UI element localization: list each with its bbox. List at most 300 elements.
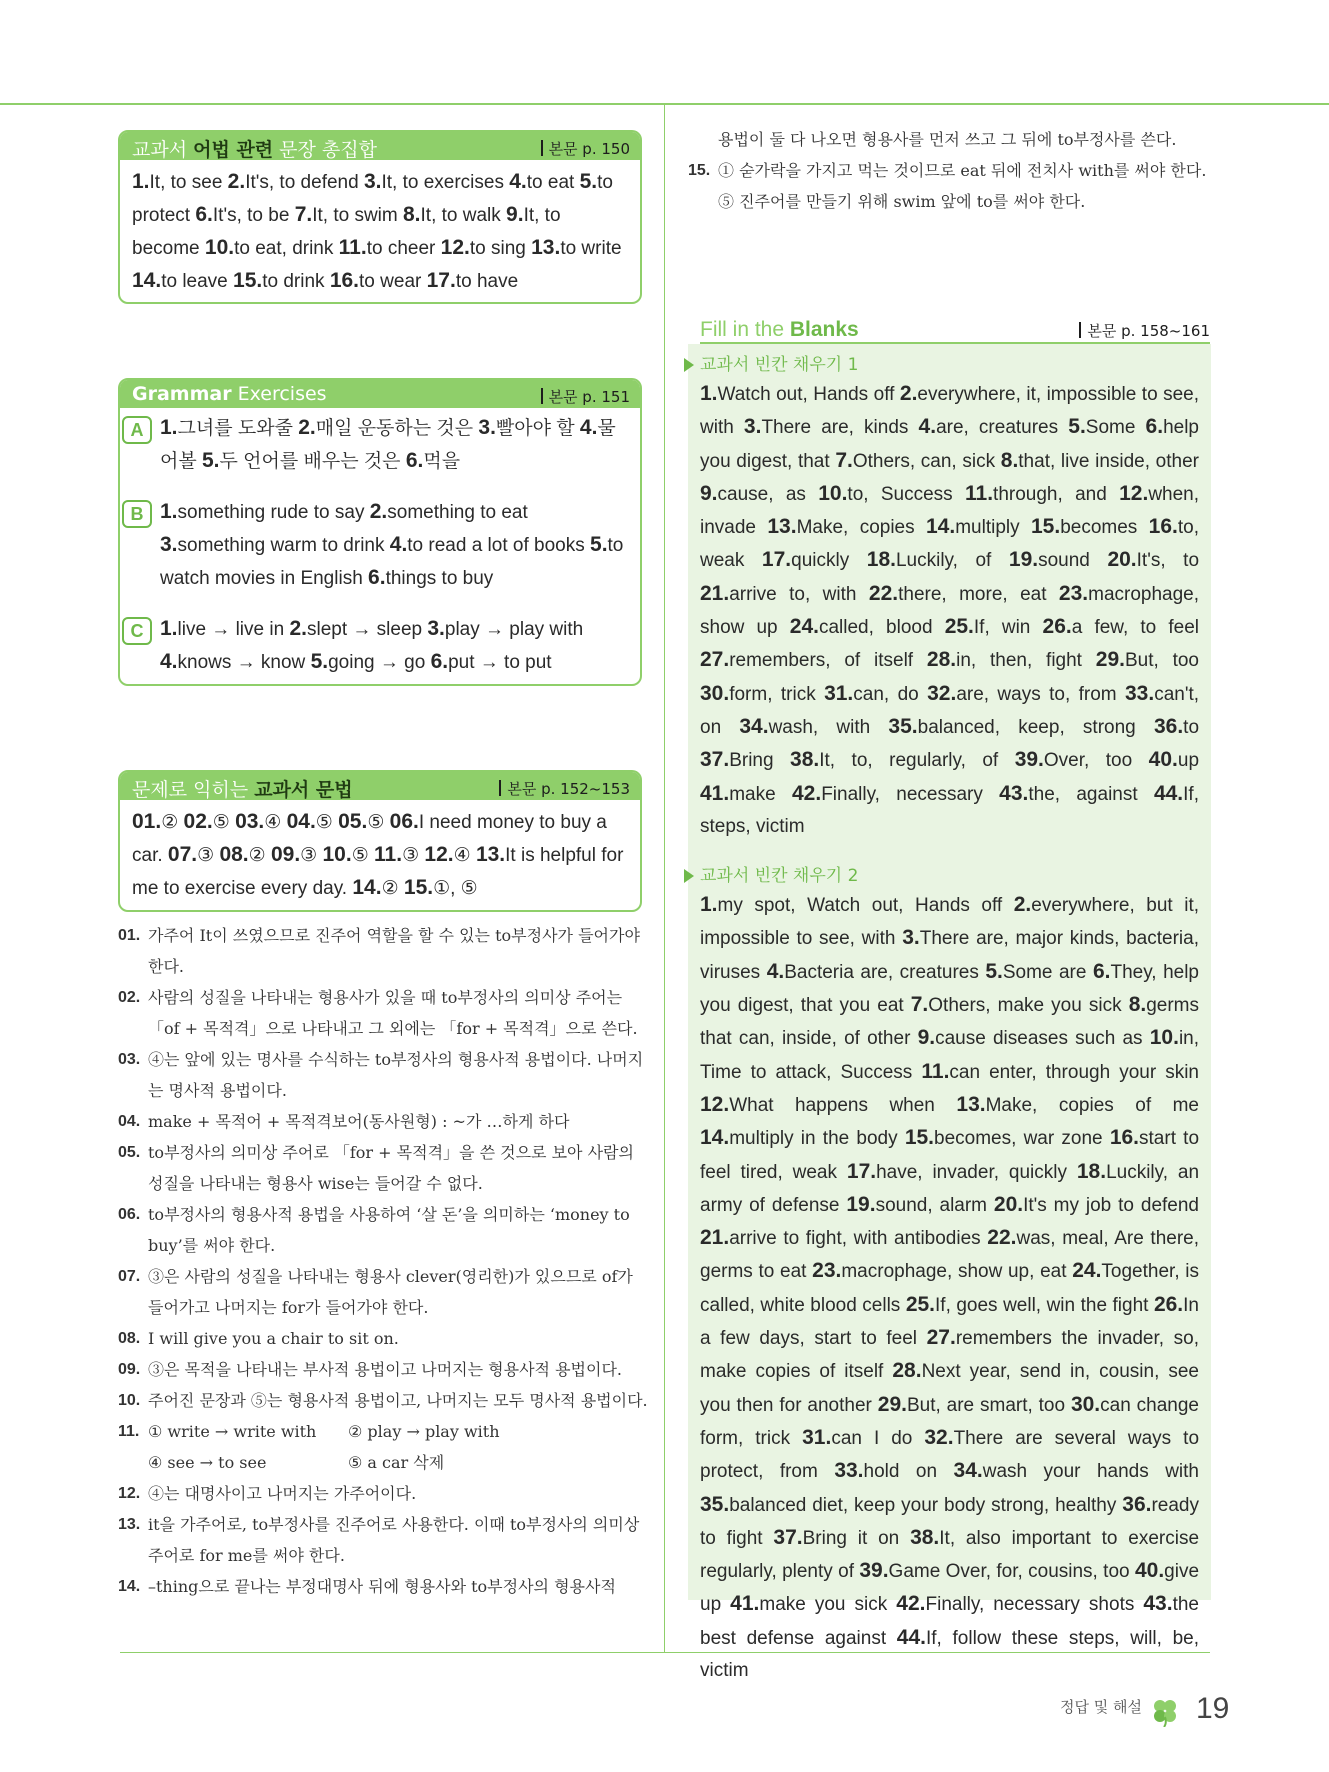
answer-item [478,418,574,439]
answer-number: 1. [700,382,718,405]
answer-text: to leave [161,271,228,292]
answer-number: 14. [352,876,382,899]
answer-item [790,617,933,638]
answer-number: 16. [329,269,360,292]
answer-item [352,878,398,899]
answer-text: play → play with [444,619,584,640]
answer-text: give up [700,1561,1200,1616]
answer-number: 3. [743,415,762,439]
answer-text: ⑤ [367,812,385,833]
answer-list [120,160,640,306]
answer-number: 24. [789,615,819,639]
answer-number: 17. [761,548,792,572]
box-header [120,772,640,800]
answer-item [888,714,1136,738]
answer-list [688,378,1211,843]
answer-number: 34. [739,714,769,738]
answer-item [219,845,265,866]
answer-text: ④ [453,845,471,866]
textbook-grammar-practice-box [118,770,642,912]
fill-in-blanks-panel [688,344,1211,1681]
explanation-continued [688,124,1218,217]
answer-item [1015,750,1133,771]
explanation-text: I will give you a chair to sit on. [148,1329,399,1348]
answer-number: 39. [859,1559,889,1583]
explanation-text: ③은 사람의 성질을 나타내는 형용사 clever(영리한)가 있으므로 of가 들어가고 나머지는 for가 들어가야 한다. [148,1267,633,1317]
answer-text: can, do [853,683,919,705]
explanation-number: 13. [118,1516,141,1533]
answer-number: 14. [700,1126,730,1150]
answer-text: They, help you digest, that you eat [700,961,1199,1017]
answer-number: 4. [389,533,408,556]
answer-number: 13. [767,515,797,539]
answer-text: becomes [1060,517,1138,539]
answer-number: 43. [999,781,1029,805]
answer-text: It, to, regularly, of [819,750,999,772]
answer-text: put → to put [448,652,552,673]
answer-number: 7. [294,203,313,226]
answer-item [867,550,992,571]
answer-text: to read a lot of books [407,535,585,556]
answer-number: 3. [427,617,445,640]
answer-number: 10. [818,481,848,505]
answer-text: Make, copies [796,517,915,539]
explanation-item [118,1509,648,1571]
answer-number: 11. [965,481,994,505]
answer-text: there, more, eat [898,583,1047,605]
answer-number: 41. [700,781,730,805]
answer-number: 04. [286,810,316,833]
answer-number: 20. [1107,548,1137,572]
answer-text: that, live inside, other [1018,450,1199,472]
answer-item [228,172,359,193]
answer-number: 31. [824,681,854,705]
explanation-text: ③은 목적을 나타내는 부사적 용법이고 나머지는 형용사적 용법이다. [148,1360,623,1379]
answer-item [205,238,333,259]
explanation-item: 용법이 둘 다 나오면 형용사를 먼저 쓰고 그 뒤에 to부정사를 쓴다. [718,130,1177,149]
answer-number: 1. [132,170,150,193]
answer-item [1068,417,1135,438]
answer-number: 6. [430,650,449,673]
answer-number: 22. [987,1226,1017,1250]
answer-text: can I do [831,1427,913,1449]
answer-item [287,812,333,833]
answer-item [1153,714,1200,738]
answer-item [834,1461,937,1482]
clover-icon [1150,1697,1180,1727]
answer-item [1149,750,1199,771]
answer-number: 28. [892,1359,922,1383]
answer-text: Bring [729,750,774,772]
answer-text: when, invade [700,483,1200,539]
answer-text: have, invader, quickly [876,1161,1067,1183]
answer-number: 18. [1076,1159,1107,1183]
answer-item [790,750,998,771]
section-c [132,613,628,679]
answer-number: 20. [993,1192,1024,1216]
answer-number: 26. [1042,615,1072,639]
answer-text: everywhere, but it, impossible to see, with [700,895,1199,950]
explanation-item: 15. ① 숟가락을 가지고 먹는 것이므로 eat 뒤에 전치사 with를 써야 한다. ⑤ 진주어를 만들기 위해 swim 앞에 to를 써야 한다. [688,161,1207,211]
answer-text: arrive to fight, with antibodies [729,1228,981,1250]
explanation-number: 06. [118,1206,141,1223]
answer-text: macrophage, show up, eat [841,1261,1067,1283]
answer-number: 36. [1153,714,1184,738]
answer-number: 24. [1072,1259,1102,1283]
answer-number: 5. [985,959,1003,983]
answer-number: 44. [1153,781,1184,805]
answer-number: 3. [160,533,178,556]
answer-text: What happens when [729,1094,935,1116]
answer-text: Bacteria are, creatures [784,961,979,983]
answer-item [767,517,914,538]
section-b [132,496,628,595]
answer-text: live → live in [177,619,285,640]
answer-number: 9. [506,203,524,226]
answer-number: 14. [926,515,956,539]
answer-number: 35. [700,1492,730,1516]
answer-item [926,517,1020,538]
answer-text: ② [161,812,179,833]
answer-text: was, meal, Are there, germs to eat [700,1228,1200,1283]
answer-number: 36. [1122,1492,1152,1516]
answer-text: ② [381,878,399,899]
answer-text: Luckily, an army of defense [700,1161,1200,1216]
answer-item [1096,650,1199,671]
answer-number: 03. [235,810,265,833]
answer-number: 9. [917,1026,936,1050]
answer-number: 09. [270,843,301,866]
answer-item [956,1092,1199,1116]
answer-number: 43. [1143,1592,1173,1616]
answer-number: 08. [219,843,249,866]
answer-number: 15. [233,269,263,292]
answer-text: 매일 운동하는 것은 [315,418,474,439]
answer-item [1043,617,1199,638]
box-title: Grammar Exercises [132,383,327,405]
answer-item [427,619,583,640]
answer-item [700,895,1002,916]
answer-text: It, to walk [420,205,501,226]
answer-number: 14. [132,269,162,292]
answer-text: germs that can, inside, of other [700,995,1200,1050]
answer-number: 38. [910,1525,940,1549]
answer-item [195,205,289,226]
explanation-text: –thing으로 끝나는 부정대명사 뒤에 형용사와 to부정사의 형용사적 [148,1577,616,1596]
explanation-text: ④는 앞에 있는 명사를 수식하는 to부정사의 형용사적 용법이다. 나머지는 명사적 용법이다. [148,1050,644,1100]
explanation-text: 가주어 It이 쓰였으므로 진주어 역할을 할 수 있는 to부정사가 들어가야 한다. [148,926,640,976]
explanation-item [118,1137,648,1199]
answer-text: can't, on [700,683,1200,738]
answer-item [762,550,849,571]
answer-item [965,481,1107,505]
answer-text: If, goes well, win the fight [935,1294,1149,1316]
answer-text: Finally, necessary shots [925,1594,1135,1616]
answer-text: If, follow these steps, will, be, victim [700,1627,1199,1681]
answer-item [1000,448,1199,472]
answer-item [700,1492,1117,1516]
answer-number: 38. [790,748,820,772]
answer-item [1031,517,1137,538]
answer-number: 6. [1092,959,1111,983]
answer-item [766,959,979,983]
answer-number: 06. [389,810,419,833]
explanation-text: to부정사의 의미상 주어로 「for + 목적격」을 쓴 것으로 보아 사람의 성질을 나타내는 형용사 wise는 들어갈 수 없다. [148,1143,634,1193]
answer-text: ④ [264,812,282,833]
answer-text: to eat [526,172,575,193]
fill-in-blanks-header [700,318,1210,344]
answer-number: 30. [1070,1392,1101,1416]
answer-item [339,238,436,259]
answer-item [1009,550,1090,571]
answer-text: to sing [469,238,526,259]
answer-number: 10. [1149,1026,1179,1050]
answer-text: help you digest, that [700,417,1199,472]
explanation-number: 07. [118,1268,141,1285]
answer-item [132,812,178,833]
answer-number: 5. [590,533,608,556]
answer-item [370,502,528,523]
answer-number: 4. [509,170,527,193]
answer-number: 3. [363,170,382,193]
answer-text: to eat, drink [234,238,334,259]
answer-item [160,502,364,523]
answer-text: everywhere, it, impossible to see, with [700,384,1200,439]
answer-item [323,845,369,866]
answer-item [835,448,996,472]
answer-number: 12. [424,843,454,866]
answer-text: the best defense against [700,1594,1199,1649]
answer-text: sound [1038,550,1090,572]
explanation-number: 09. [118,1361,141,1378]
answer-text: something to eat [387,502,528,523]
answer-item [905,1128,1103,1149]
answer-number: 40. [1134,1559,1165,1583]
explanation-text: it을 가주어로, to부정사를 진주어로 사용한다. 이때 to부정사의 의미상 주어로 for me를 써야 한다. [148,1515,640,1565]
answer-number: 19. [1008,548,1039,572]
answer-text: to [1183,716,1200,738]
answer-text: knows → know [177,652,306,673]
explanation-item [118,1354,648,1385]
answer-text: going → go [328,652,426,673]
answer-item [160,619,284,640]
explanation-number: 05. [118,1144,141,1161]
answer-text: 빨아야 할 [495,418,575,439]
explanation-item [118,982,648,1044]
answer-text: Make, copies of me [985,1094,1199,1116]
explanation-text: 사람의 성질을 나타내는 형용사가 있을 때 to부정사의 의미상 주어는 「of + 목적격」으로 나타내고 그 외에는 「for + 목적격」으로 쓴다. [148,988,638,1038]
answer-number: 31. [802,1425,832,1449]
answer-text: It's, to be [212,205,290,226]
answer-text: It, also important to exercise regularly, plenty of [700,1527,1200,1583]
answer-item [441,238,526,259]
answer-text: It's my job to defend [1023,1194,1199,1216]
answer-text: 그녀를 도와줄 [177,418,293,439]
box-header [120,380,640,408]
answer-text: It, to exercises [381,172,504,193]
answer-number: 5. [310,650,329,673]
answer-text: I need money to buy a car. [132,812,607,866]
answer-item [424,845,470,866]
answer-text: Next year, send in, cousin, see you then for another [700,1361,1199,1416]
answer-number: 2. [899,382,918,405]
answer-text: slept → sleep [306,619,423,640]
answer-item [271,845,317,866]
answer-text: wash your hands with [982,1461,1199,1483]
section-tag: B [122,500,152,528]
answer-item [700,384,894,405]
answer-number: 28. [926,648,957,672]
answer-item [999,781,1138,805]
answer-number: 13. [531,236,561,259]
explanation-number: 10. [118,1392,141,1409]
grammar-exercises-box [118,378,642,686]
answer-item [700,650,913,671]
answer-text: It is helpful for me to exercise every day. [132,845,624,899]
answer-number: 25. [944,615,974,639]
answer-item [744,417,909,438]
answer-item [927,681,1117,705]
answer-text: Bring it on [802,1527,900,1549]
answer-text: to have [455,271,519,292]
answer-item [700,1228,981,1249]
answer-text: multiply [955,517,1020,539]
answer-text: to, Success [847,483,953,505]
answer-item [368,568,493,589]
answer-number: 11. [338,236,367,259]
answer-text: to watch movies in English [160,535,624,589]
answer-item [859,1561,1129,1582]
answer-text: Game Over, for, cousins, too [888,1561,1130,1583]
answer-item [700,781,776,805]
explanation-number: 04. [118,1113,141,1130]
answer-number: 15. [1030,515,1061,539]
answer-number: 17. [846,1159,877,1183]
answer-number: 13. [956,1092,986,1116]
answer-text: things to buy [385,568,494,589]
answer-text: are, ways to, from [956,683,1117,705]
answer-text: hold on [863,1461,938,1483]
answer-item [235,812,281,833]
answer-number: 10. [322,843,352,866]
answer-number: 5. [1068,415,1086,439]
answer-item [824,681,919,705]
answer-item [311,652,426,673]
page-reference: 본문 p. 151 [541,386,630,407]
answer-text: make [729,783,776,805]
answer-text: Others, make you sick [928,995,1122,1017]
answer-text: There are several ways to protect, from [700,1427,1200,1483]
answer-number: 29. [1095,648,1125,672]
footer-label: 정답 및 해설 [1060,1698,1142,1716]
explanation-number: 03. [118,1051,141,1068]
answer-text: wash, with [768,716,871,738]
answer-item [160,418,293,439]
answer-item [921,1059,1199,1083]
answer-number: 01. [132,810,162,833]
answer-text: through, and [993,483,1107,505]
answer-number: 21. [700,581,730,605]
answer-text: macrophage, show up [700,583,1200,639]
answer-number: 34. [953,1459,983,1483]
answer-number: 8. [1000,448,1019,472]
answer-item [202,451,401,472]
answer-number: 27. [926,1326,956,1350]
answer-text: the, against [1028,783,1138,805]
answer-number: 37. [773,1525,803,1549]
answer-number: 42. [791,781,822,805]
answer-item [812,1261,1066,1282]
answer-item [700,1128,898,1149]
answer-number: 3. [902,926,920,950]
answer-item [846,1159,1067,1183]
answer-number: 29. [877,1392,907,1416]
explanation-text: ④는 대명사이고 나머지는 가주어이다. [148,1484,417,1503]
answer-number: 18. [866,548,896,572]
page-reference: 본문 p. 152~153 [499,778,630,799]
answer-item [911,995,1122,1016]
explanation-text: ④ see → to see [148,1453,267,1472]
explanation-text: ② play → play with [348,1422,500,1441]
answer-number: 2. [298,416,316,439]
answer-text: quickly [791,550,850,572]
answer-text: cause, as [717,483,806,505]
answer-item [700,681,816,705]
answer-item [927,650,1082,671]
answer-number: 17. [426,269,456,292]
answer-number: 12. [1119,481,1149,505]
answer-number: 1. [160,500,178,523]
answer-number: 9. [700,481,718,505]
answer-item [132,271,228,292]
answer-text: can enter, through your skin [949,1061,1199,1083]
page-number: 19 [1196,1692,1230,1725]
answer-number: 4. [579,416,598,439]
answer-text: ①, ⑤ [433,878,478,899]
explanation-text: ⑤ a car 삭제 [348,1453,445,1472]
section-title: Fill in the Blanks [700,318,859,341]
answer-list [120,800,640,913]
answer-item [700,581,857,605]
answer-item [868,581,1047,605]
box-header [120,132,640,160]
answer-text: make you sick [759,1594,888,1616]
answer-number: 1. [160,416,178,439]
answer-text: It, to become [132,205,561,259]
answer-number: 30. [700,681,730,705]
answer-item [700,1092,935,1116]
answer-item [160,535,384,556]
answer-item [918,1028,1143,1049]
answer-item [773,1525,900,1549]
explanation-item [118,1385,648,1416]
answer-number: 2. [289,617,307,640]
answer-item [184,812,230,833]
page-reference: 본문 p. 158~161 [1079,320,1210,341]
answer-text: Some [1085,417,1136,439]
answer-text: ③ [197,845,215,866]
answer-number: 6. [195,203,213,226]
answer-text: remembers, of itself [729,650,914,672]
explanation-item [118,1478,648,1509]
answer-text: If, win [973,617,1031,639]
answer-number: 2. [227,170,246,193]
answer-number: 1. [700,893,718,917]
answer-number: 2. [1013,893,1032,917]
section-tag: A [122,416,152,444]
answer-item [846,1192,988,1216]
answer-item [730,1594,887,1615]
